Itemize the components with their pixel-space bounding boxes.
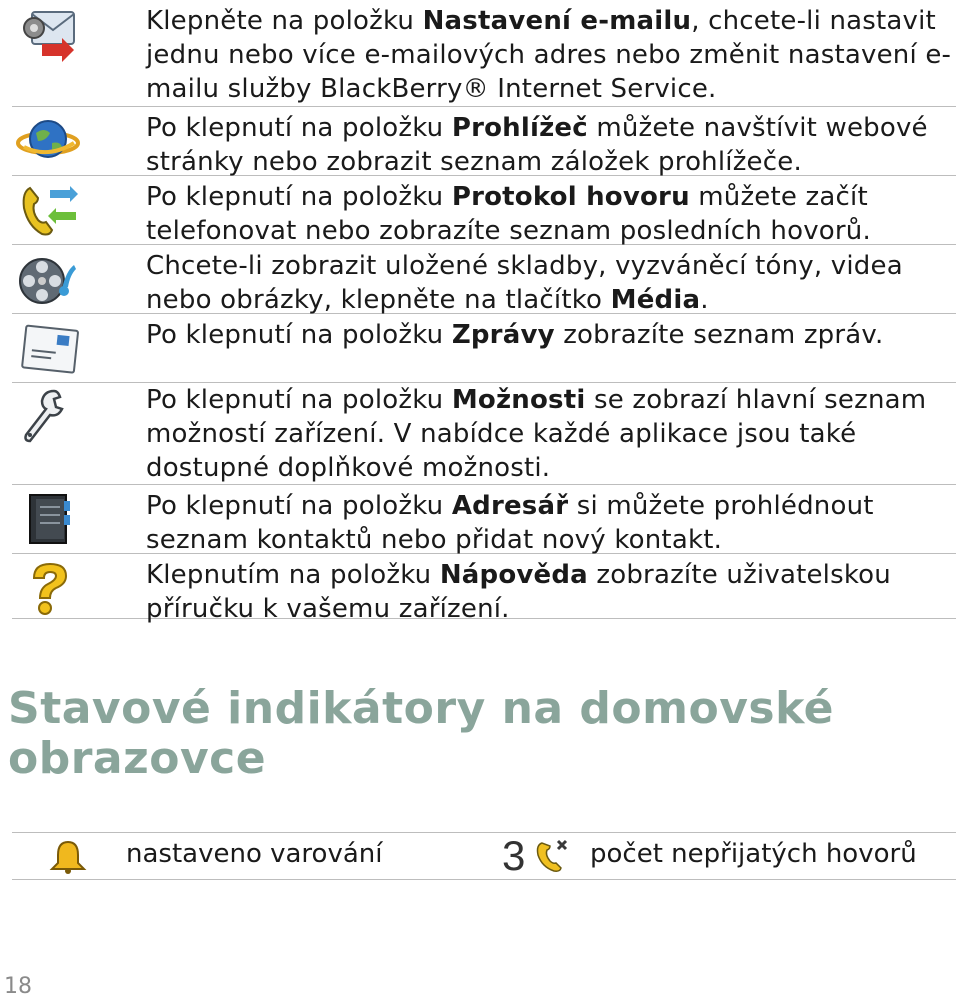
options-wrench-icon bbox=[16, 389, 82, 445]
email-settings-icon bbox=[16, 6, 82, 62]
messages-icon bbox=[16, 320, 82, 376]
row-text: Po klepnutí na položku Zprávy zobrazíte seznam zpráv. bbox=[146, 320, 884, 350]
alarm-label: nastaveno varování bbox=[126, 839, 383, 869]
app-name: Nastavení e-mailu bbox=[422, 6, 692, 36]
contacts-icon bbox=[16, 491, 82, 547]
row-text: Chcete-li zobrazit uložené skladby, vyzváněcí tóny, videa nebo obrázky, klepněte na tlačítko Média. bbox=[146, 251, 903, 315]
page-number: 18 bbox=[4, 974, 32, 999]
row-text: Po klepnutí na položku Protokol hovoru můžete začít telefonovat nebo zobrazíte seznam posledních hovorů. bbox=[146, 182, 871, 246]
app-name: Média bbox=[610, 285, 701, 315]
row-text: Klepněte na položku Nastavení e-mailu, chcete-li nastavit jednu nebo více e-mailových adres nebo změnit nastavení e-mailu služby BlackBerry® Internet Service. bbox=[146, 6, 952, 104]
call-log-icon bbox=[16, 182, 82, 238]
list-item bbox=[12, 383, 956, 485]
app-name: Možnosti bbox=[451, 385, 586, 415]
app-name: Prohlížeč bbox=[451, 113, 588, 143]
row-text: Po klepnutí na položku Prohlížeč můžete navštívit webové stránky nebo zobrazit seznam záložek prohlížeče. bbox=[146, 113, 928, 177]
list-item bbox=[12, 314, 956, 383]
app-name: Protokol hovoru bbox=[451, 182, 690, 212]
list-item bbox=[12, 485, 956, 554]
status-indicator-table bbox=[12, 832, 956, 880]
list-item bbox=[12, 245, 956, 314]
row-text: Klepnutím na položku Nápověda zobrazíte uživatelskou příručku k vašemu zařízení. bbox=[146, 560, 891, 624]
missed-call-label: počet nepřijatých hovorů bbox=[590, 839, 917, 869]
media-icon bbox=[16, 251, 82, 307]
app-name: Zprávy bbox=[451, 320, 555, 350]
app-name: Nápověda bbox=[439, 560, 588, 590]
missed-call-count: 3 bbox=[502, 832, 526, 879]
browser-icon bbox=[16, 113, 82, 169]
row-text: Po klepnutí na položku Adresář si můžete prohlédnout seznam kontaktů nebo přidat nový kontakt. bbox=[146, 491, 874, 555]
list-item bbox=[12, 0, 956, 107]
section-heading: Stavové indikátory na domovské obrazovce bbox=[8, 683, 834, 784]
app-name: Adresář bbox=[451, 491, 569, 521]
help-question-icon bbox=[16, 560, 82, 616]
alarm-bell-icon bbox=[48, 839, 88, 875]
list-item bbox=[12, 176, 956, 245]
missed-call-icon bbox=[534, 837, 576, 873]
list-item bbox=[12, 107, 956, 176]
list-item bbox=[12, 554, 956, 624]
row-text: Po klepnutí na položku Možnosti se zobrazí hlavní seznam možností zařízení. V nabídce každé aplikace jsou také dostupné doplňkové možnosti. bbox=[146, 385, 927, 483]
